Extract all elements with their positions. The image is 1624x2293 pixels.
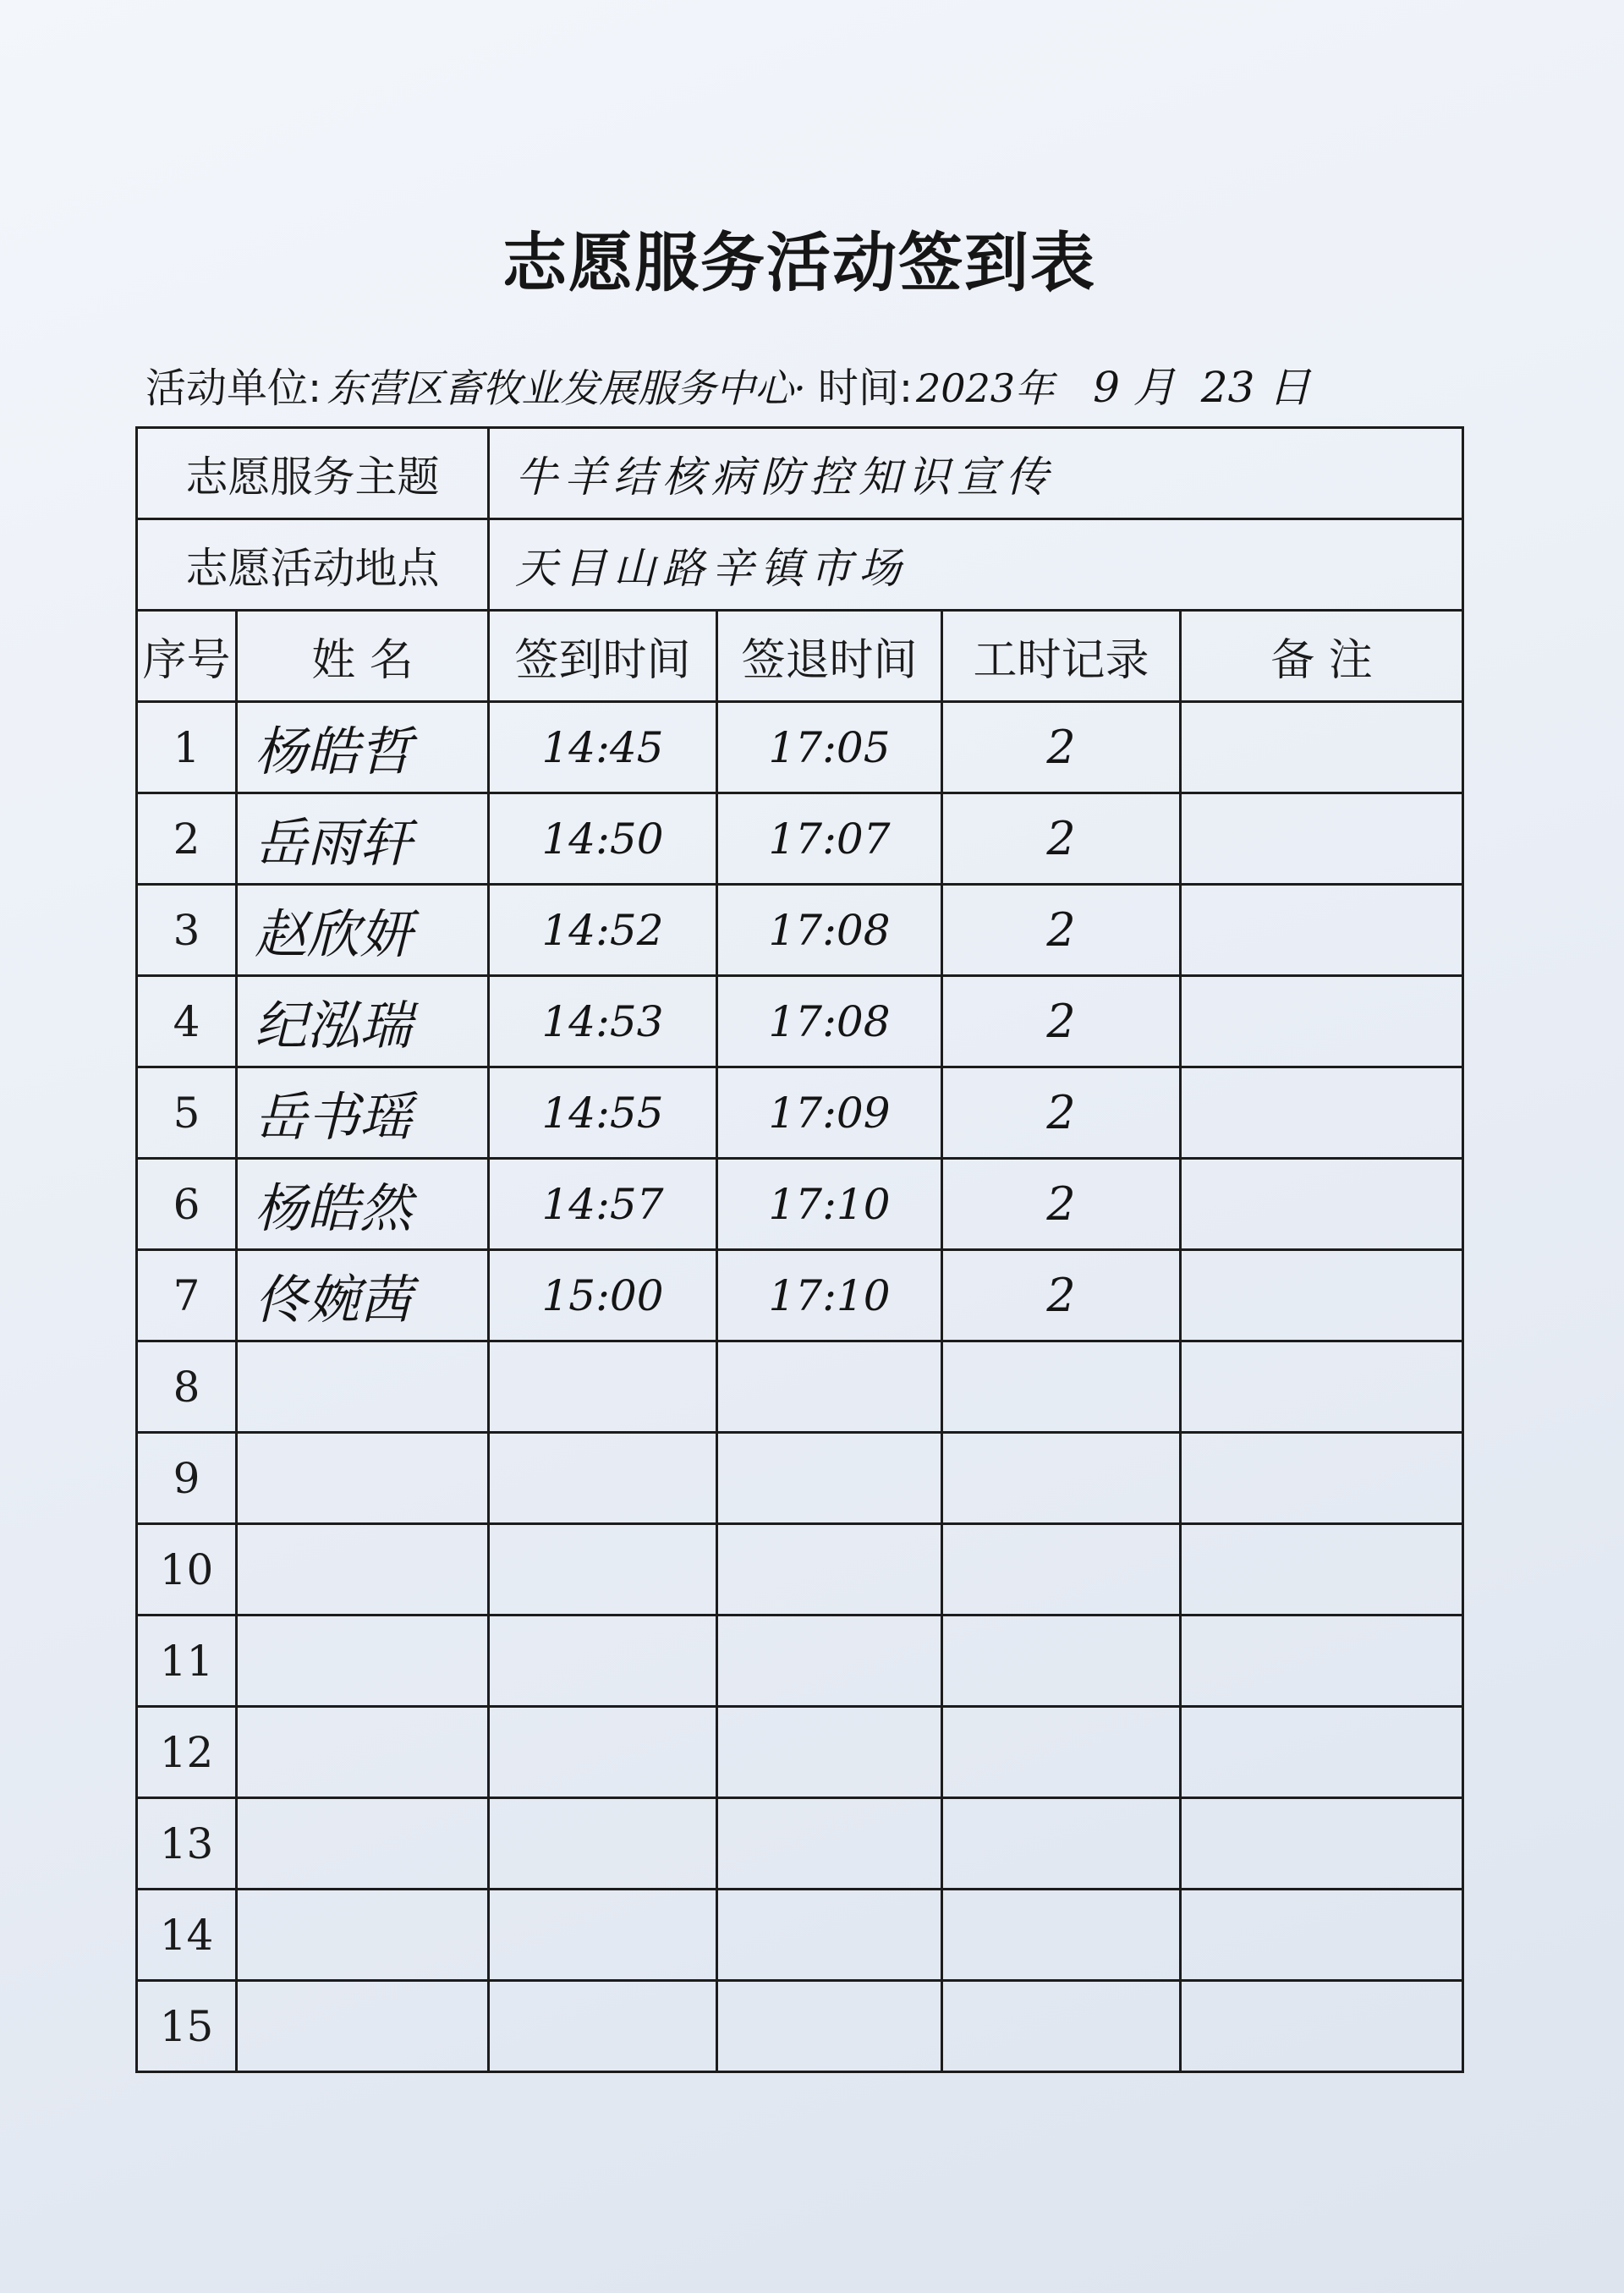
row-sign-out-time: 17:05 bbox=[717, 702, 942, 793]
row-sign-out-time bbox=[717, 1433, 942, 1524]
date-month: 9 月 bbox=[1093, 363, 1176, 412]
row-name bbox=[237, 1890, 489, 1981]
row-notes bbox=[1181, 702, 1463, 793]
location-label: 志愿活动地点 bbox=[137, 519, 489, 611]
row-notes bbox=[1181, 1159, 1463, 1250]
table-row bbox=[137, 1616, 1463, 1707]
row-sign-in-time bbox=[489, 1981, 717, 2072]
row-sign-out-time bbox=[717, 1707, 942, 1798]
row-sign-in-time bbox=[489, 1707, 717, 1798]
table-row bbox=[137, 1890, 1463, 1981]
row-sign-out-time bbox=[717, 1890, 942, 1981]
row-hours: 2 bbox=[942, 885, 1181, 976]
row-hours bbox=[942, 1433, 1181, 1524]
row-seq: 15 bbox=[137, 1981, 237, 2072]
table-row bbox=[137, 1067, 1463, 1159]
row-sign-in-time bbox=[489, 1524, 717, 1616]
row-sign-out-time bbox=[717, 1981, 942, 2072]
row-sign-in-time: 14:55 bbox=[489, 1067, 717, 1159]
row-hours bbox=[942, 1341, 1181, 1433]
row-name bbox=[237, 1981, 489, 2072]
row-notes bbox=[1181, 1616, 1463, 1707]
row-hours bbox=[942, 1798, 1181, 1890]
row-name: 岳书瑶 bbox=[237, 1067, 489, 1159]
header-name: 姓 名 bbox=[237, 611, 489, 702]
row-sign-in-time: 14:45 bbox=[489, 702, 717, 793]
sign-in-table bbox=[135, 426, 1464, 2073]
row-sign-out-time: 17:10 bbox=[717, 1159, 942, 1250]
row-sign-in-time bbox=[489, 1616, 717, 1707]
theme-label: 志愿服务主题 bbox=[137, 428, 489, 519]
row-sign-in-time bbox=[489, 1341, 717, 1433]
row-name: 赵欣妍 bbox=[237, 885, 489, 976]
location-value: 天目山路辛镇市场 bbox=[489, 519, 1463, 611]
row-hours: 2 bbox=[942, 976, 1181, 1067]
row-name: 佟婉茜 bbox=[237, 1250, 489, 1341]
table-row bbox=[137, 702, 1463, 793]
row-sign-out-time: 17:08 bbox=[717, 885, 942, 976]
time-label: 时间: bbox=[817, 365, 913, 412]
row-notes bbox=[1181, 1433, 1463, 1524]
row-seq: 4 bbox=[137, 976, 237, 1067]
row-sign-out-time: 17:07 bbox=[717, 793, 942, 885]
row-sign-in-time: 14:52 bbox=[489, 885, 717, 976]
row-notes bbox=[1181, 976, 1463, 1067]
theme-row bbox=[137, 428, 1463, 519]
header-hours: 工时记录 bbox=[942, 611, 1181, 702]
row-name bbox=[237, 1341, 489, 1433]
row-name bbox=[237, 1798, 489, 1890]
row-seq: 8 bbox=[137, 1341, 237, 1433]
row-seq: 5 bbox=[137, 1067, 237, 1159]
row-seq: 3 bbox=[137, 885, 237, 976]
row-sign-out-time: 17:10 bbox=[717, 1250, 942, 1341]
row-seq: 10 bbox=[137, 1524, 237, 1616]
row-sign-out-time bbox=[717, 1524, 942, 1616]
row-notes bbox=[1181, 1250, 1463, 1341]
row-hours bbox=[942, 1890, 1181, 1981]
header-row bbox=[137, 611, 1463, 702]
table-row bbox=[137, 1341, 1463, 1433]
row-hours: 2 bbox=[942, 702, 1181, 793]
row-notes bbox=[1181, 1524, 1463, 1616]
row-seq: 9 bbox=[137, 1433, 237, 1524]
row-seq: 11 bbox=[137, 1616, 237, 1707]
page-title: 志愿服务活动签到表 bbox=[502, 225, 1096, 300]
row-sign-in-time bbox=[489, 1798, 717, 1890]
row-name: 纪泓瑞 bbox=[237, 976, 489, 1067]
header-notes: 备 注 bbox=[1181, 611, 1463, 702]
row-name bbox=[237, 1433, 489, 1524]
unit-value: 东营区畜牧业发展服务中心· bbox=[326, 365, 806, 411]
table-row bbox=[137, 1524, 1463, 1616]
row-notes bbox=[1181, 793, 1463, 885]
row-sign-out-time bbox=[717, 1616, 942, 1707]
row-sign-out-time bbox=[717, 1798, 942, 1890]
row-name bbox=[237, 1616, 489, 1707]
row-hours: 2 bbox=[942, 1159, 1181, 1250]
row-sign-out-time: 17:08 bbox=[717, 976, 942, 1067]
row-seq: 2 bbox=[137, 793, 237, 885]
row-hours: 2 bbox=[942, 793, 1181, 885]
header-sign-in: 签到时间 bbox=[489, 611, 717, 702]
row-hours bbox=[942, 1524, 1181, 1616]
row-notes bbox=[1181, 1981, 1463, 2072]
row-hours: 2 bbox=[942, 1250, 1181, 1341]
date-day: 23 日 bbox=[1200, 363, 1311, 412]
row-seq: 6 bbox=[137, 1159, 237, 1250]
table-row bbox=[137, 1981, 1463, 2072]
row-notes bbox=[1181, 1067, 1463, 1159]
row-name bbox=[237, 1707, 489, 1798]
row-sign-in-time: 15:00 bbox=[489, 1250, 717, 1341]
row-notes bbox=[1181, 885, 1463, 976]
activity-info-line bbox=[145, 354, 1465, 413]
row-sign-in-time bbox=[489, 1890, 717, 1981]
table-row bbox=[137, 1798, 1463, 1890]
table-row bbox=[137, 1250, 1463, 1341]
row-name: 岳雨轩 bbox=[237, 793, 489, 885]
header-sign-out: 签退时间 bbox=[717, 611, 942, 702]
row-notes bbox=[1181, 1798, 1463, 1890]
row-seq: 12 bbox=[137, 1707, 237, 1798]
row-seq: 1 bbox=[137, 702, 237, 793]
table-row bbox=[137, 793, 1463, 885]
row-seq: 14 bbox=[137, 1890, 237, 1981]
table-row bbox=[137, 1159, 1463, 1250]
unit-label: 活动单位: bbox=[145, 365, 322, 412]
table-row bbox=[137, 1433, 1463, 1524]
row-hours bbox=[942, 1981, 1181, 2072]
row-sign-in-time: 14:53 bbox=[489, 976, 717, 1067]
header-seq: 序号 bbox=[137, 611, 237, 702]
row-seq: 7 bbox=[137, 1250, 237, 1341]
date-year: 2023年 bbox=[916, 365, 1055, 411]
location-row bbox=[137, 519, 1463, 611]
row-notes bbox=[1181, 1341, 1463, 1433]
row-hours bbox=[942, 1707, 1181, 1798]
row-hours bbox=[942, 1616, 1181, 1707]
row-hours: 2 bbox=[942, 1067, 1181, 1159]
row-notes bbox=[1181, 1890, 1463, 1981]
row-sign-out-time bbox=[717, 1341, 942, 1433]
row-sign-in-time bbox=[489, 1433, 717, 1524]
row-notes bbox=[1181, 1707, 1463, 1798]
row-sign-in-time: 14:50 bbox=[489, 793, 717, 885]
row-name bbox=[237, 1524, 489, 1616]
theme-value: 牛羊结核病防控知识宣传 bbox=[489, 428, 1463, 519]
row-sign-out-time: 17:09 bbox=[717, 1067, 942, 1159]
row-name: 杨皓然 bbox=[237, 1159, 489, 1250]
table-row bbox=[137, 885, 1463, 976]
row-seq: 13 bbox=[137, 1798, 237, 1890]
table-row bbox=[137, 976, 1463, 1067]
row-sign-in-time: 14:57 bbox=[489, 1159, 717, 1250]
row-name: 杨皓哲 bbox=[237, 702, 489, 793]
table-row bbox=[137, 1707, 1463, 1798]
